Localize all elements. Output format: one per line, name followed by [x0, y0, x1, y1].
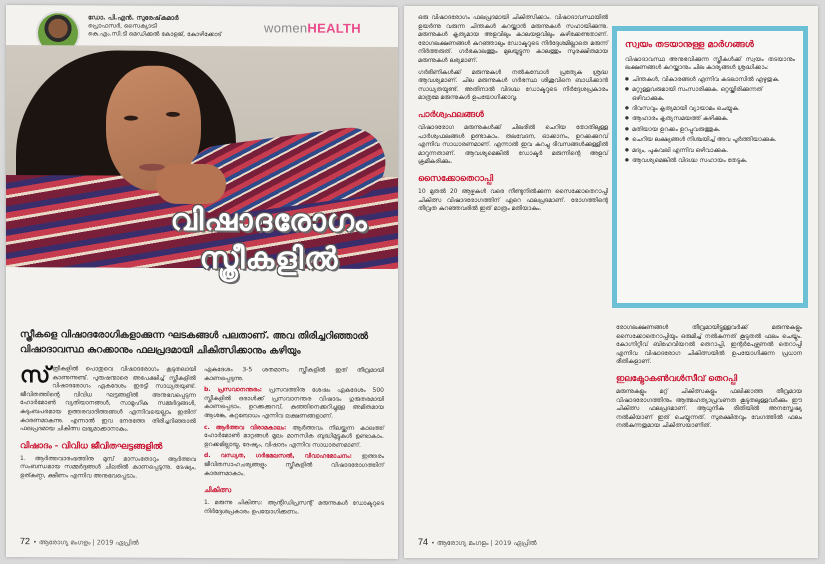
article-title	[151, 202, 387, 279]
self-help-intro: വിഷാദാവസ്ഥ അനുഭവിക്കുന്ന സ്ത്രീകൾക്ക് സ്വയം തടയാനും ലക്ഷണങ്ങൾ കുറയ്ക്കാനും ചില കാര്യങ്ങൾ ശ്രദ്ധിക്കാം:	[625, 56, 795, 72]
list-item: ● ദിവസവും കൃത്യമായി വ്യായാമം ചെയ്യുക.	[625, 105, 795, 113]
subheading-side-effects: പാർശ്വഫലങ്ങൾ	[418, 109, 484, 120]
point-menopause: c. ആർത്തവ വിരാമകാലം:	[204, 423, 287, 432]
author-name: ഡോ. പി.എൻ. സുരേഷ്‌കുമാർ	[88, 13, 179, 22]
ect-text: മരുന്നുകളും മറ്റ് ചികിത്സകളും ഫലിക്കാത്ത തീവ്രമായ വിഷാദരോഗത്തിനും ആത്മഹത്യാപ്രവണത കൂടുതലുള്ളവർക്കും ഈ ചികിത്സ ഫലപ്രദമാണ്. ആധുനിക രീതിയിൽ അനസ്തേഷ്യ നൽകിയാണ് ഇത് ചെയ്യുന്നത്. സുരക്ഷിതവും വേഗത്തിൽ ഫലം നൽകുന്നതുമായ ചികിത്സയാണിത്.	[616, 387, 802, 430]
point-postpartum: b. പ്രസവാനന്തരം:	[204, 386, 263, 394]
page-number: 72	[20, 536, 31, 547]
life-stages-text: 1. ആർത്തവാരംഭത്തിനു മുമ്പ് മാസംതോറും ആർത്തവ സംബന്ധമായ സമ്മർദ്ദങ്ങൾ ചിലരിൽ കാണപ്പെടുന്നു. ദേഷ്യം, ഉത്കണ്ഠ, ക്ഷീണം എന്നിവ അനുഭവപ്പെടാം.	[20, 454, 196, 480]
list-item: ● ചിന്തകൾ, വികാരങ്ങൾ എന്നിവ കടലാസിൽ എഴുതുക.	[625, 76, 795, 84]
right-page	[404, 6, 818, 558]
page-footer: 74 • ആരോഗ്യ മംഗളം | 2019 ഏപ്രിൽ	[418, 537, 537, 547]
intro-paragraph: ത്രീകളിൽ പൊതുവെ വിഷാദരോഗം കൂടുതലായി കാണുന്നുണ്ട്. പുരുഷന്മാരെ അപേക്ഷിച്ച് സ്ത്രീകളിൽ വിഷാദരോഗം ഏകദേശം ഇരട്ടി സാധ്യതയുണ്ട്. ജീവിതത്തിന്റെ വിവിധ ഘട്ടങ്ങളിൽ അനുഭവപ്പെടുന്ന ഹോർമോൺ വ്യതിയാനങ്ങൾ, സാമൂഹിക സമ്മർദ്ദങ്ങൾ, കുടുംബപരമായ ഉത്തരവാദിത്തങ്ങൾ എന്നിവയെല്ലാം ഇതിന് കാരണമാകുന്നു. എന്നാൽ ഇവ നേരത്തേ തിരിച്ചറിഞ്ഞാൽ ഫലപ്രദമായ ചികിത്സ ലഭ്യമാക്കാനാകും.	[20, 365, 196, 433]
psychotherapy-text: 10 മുതൽ 20 ആഴ്ചകൾ വരെ നീണ്ടുനിൽക്കുന്ന സൈക്കോതെറാപ്പി ചികിത്സ വിഷാദരോഗത്തിന് ഏറെ ഫലപ്രദമാണ്. രോഗത്തിന്റെ തീവ്രത കുറഞ്ഞവരിൽ ഇത് മാത്രം മതിയാകും.	[418, 187, 608, 213]
list-item: ● മറ്റുള്ളവരുമായി സംസാരിക്കുക. ഒറ്റയ്ക്കിരിക്കുന്നത് ഒഴിവാക്കുക.	[625, 86, 795, 103]
title-line-2: സ്ത്രീകളിൽ	[199, 240, 339, 277]
paragraph: ഗർഭിണികൾക്ക് മരുന്നുകൾ നൽകുമ്പോൾ പ്രത്യേക ശ്രദ്ധ ആവശ്യമാണ്. ചില മരുന്നുകൾ ഗർഭസ്ഥ ശിശുവിനെ ബാധിക്കാൻ സാധ്യതയുണ്ട്. അതിനാൽ വിദഗ്ദ്ധ ഡോക്ടറുടെ നിർദ്ദേശപ്രകാരം മാത്രമേ മരുന്നുകൾ ഉപയോഗിക്കാവൂ.	[418, 68, 608, 102]
self-help-box	[612, 26, 808, 308]
page-header	[6, 5, 398, 51]
left-column-1	[20, 362, 196, 481]
section-tag: womenHEALTH	[264, 20, 361, 36]
right-column-2	[616, 324, 802, 431]
list-item: ● ചെറിയ ലക്ഷ്യങ്ങൾ നിശ്ചയിച്ച് അവ പൂർത്തിയാക്കുക.	[625, 136, 795, 144]
list-item: ● മതിയായ ഉറക്കം ഉറപ്പുവരുത്തുക.	[625, 126, 795, 134]
dropcap: സ്	[20, 362, 51, 389]
subheading-treatment: ചികിത്സ	[204, 486, 232, 495]
left-column-2: ഏകദേശം 3-5 ശതമാനം സ്ത്രീകളിൽ ഇത് തീവ്രമായി കാണപ്പെടുന്നു. b. പ്രസവാനന്തരം: പ്രസവത്തിനു ശേഷം ഏകദേശം 500 സ്ത്രീകളിൽ ഒരാൾക്ക് പ്രസവാനന്തര വിഷാദം ഗുരുതരമായി കാണപ്പെടാം. ഉറക്കക്കുറവ്, കുഞ്ഞിനെക്കുറിച്ചുള്ള അമിതമായ ആശങ്ക, കുറ്റബോധം എന്നിവ ലക്ഷണങ്ങളാണ്. c. ആർത്തവ വിരാമകാലം: ആർത്തവം നിലയ്ക്കുന്ന കാലത്ത് ഹോർമോൺ മാറ്റങ്ങൾ മൂലം മാനസിക ബുദ്ധിമുട്ടുകൾ ഉണ്ടാകാം. ഉറക്കമില്ലായ്മ, ദേഷ്യം, വിഷാദം എന്നിവ സാധാരണമാണ്. d. വന്ധ്യത, ഗർഭമലസൽ, വിവാഹമോചനം: ഇത്തരം ജീവിതസാഹചര്യങ്ങളും സ്ത്രീകളിൽ വിഷാദരോഗത്തിന് കാരണമാകാം. ചികിത്സ 1. മരുന്നു ചികിത്സ: ആന്റിഡിപ്രസന്റ് മരുന്നുകൾ ഡോക്ടറുടെ നിർദ്ദേശപ്രകാരം ഉപയോഗിക്കണം.	[204, 366, 384, 517]
left-page	[6, 5, 398, 559]
subheading-life-stages: വിഷാദം - വിവിധ ജീവിതഘട്ടങ്ങളിൽ	[20, 440, 163, 452]
right-column-1	[418, 14, 608, 214]
paragraph: ഏകദേശം 3-5 ശതമാനം സ്ത്രീകളിൽ ഇത് തീവ്രമായി കാണപ്പെടുന്നു.	[204, 366, 384, 382]
self-help-title: സ്വയം തടയാനുള്ള മാർഗങ്ങൾ	[625, 40, 754, 50]
title-line-1: വിഷാദരോഗം	[170, 202, 368, 239]
subheading-ect: ഇലക്ട്രോകൺവൾസീവ് തെറപ്പി	[616, 373, 738, 384]
page-number: 74	[418, 537, 429, 547]
list-item: ● ആഹാരം കൃത്യസമയത്ത് കഴിക്കുക.	[625, 115, 795, 123]
list-item: ● ആവശ്യമെങ്കിൽ വിദഗ്ദ്ധ സഹായം തേടുക.	[625, 157, 795, 165]
side-effects-text: വിഷാദരോഗ മരുന്നുകൾക്ക് ചിലരിൽ ചെറിയ തോതിലുള്ള പാർശ്വഫലങ്ങൾ ഉണ്ടാകാം. തലവേദന, ഓക്കാനം, ഉറക്കക്കുറവ് എന്നിവ സാധാരണമാണ്. എന്നാൽ ഇവ കുറച്ചു ദിവസങ്ങൾക്കുള്ളിൽ മാറുന്നതാണ്. ആവശ്യമെങ്കിൽ ഡോക്ടർ മരുന്നിന്റെ അളവ് ക്രമീകരിക്കും.	[418, 123, 608, 166]
self-help-list	[625, 76, 795, 166]
paragraph: ഒരു വിഷാദരോഗം ഫലപ്രദമായി ചികിത്സിക്കാം. വിഷാദാവസ്ഥയിൽ ഉയർന്നു വരുന്ന ചിന്തകൾ കുറയ്ക്കാൻ മരുന്നുകൾ സഹായിക്കുന്നു. മരുന്നുകൾ കൃത്യമായ അളവിലും കാലയളവിലും കഴിക്കേണ്ടതാണ്. രോഗലക്ഷണങ്ങൾ കുറഞ്ഞാലും ഡോക്ടറുടെ നിർദ്ദേശമില്ലാതെ മരുന്ന് നിർത്തരുത്. ഗർഭകാലത്തും മുലയൂട്ടുന്ന കാലത്തും സുരക്ഷിതമായ മരുന്നുകൾ ലഭ്യമാണ്.	[418, 14, 608, 64]
page-footer: 72 • ആരോഗ്യ മംഗളം | 2019 ഏപ്രിൽ	[20, 536, 139, 547]
treatment-text: 1. മരുന്നു ചികിത്സ: ആന്റിഡിപ്രസന്റ് മരുന്നുകൾ ഡോക്ടറുടെ നിർദ്ദേശപ്രകാരം ഉപയോഗിക്കണം.	[204, 499, 384, 516]
subheading-psychotherapy: സൈക്കോതെറാപ്പി	[418, 173, 494, 184]
point-life-events: d. വന്ധ്യത, ഗർഭമലസൽ, വിവാഹമോചനം:	[204, 452, 352, 461]
paragraph: രോഗലക്ഷണങ്ങൾ തീവ്രമായിട്ടുള്ളവർക്ക് മരുന്നുകളും സൈക്കോതെറാപ്പിയും ഒരുമിച്ച് നൽകുന്നത് കൂടുതൽ ഫലം ചെയ്യും. കോഗ്നിറ്റീവ് ബിഹേവിയറൽ തെറാപ്പി, ഇന്റർപേഴ്സണൽ തെറാപ്പി എന്നിവ വിഷാദരോഗ ചികിത്സയിൽ ഉപയോഗിക്കുന്ന പ്രധാന രീതികളാണ്.	[616, 324, 802, 366]
list-item: ● മദ്യം, പുകവലി എന്നിവ ഒഴിവാക്കുക.	[625, 147, 795, 155]
author-affiliation: കെ.എം.സി.ടി മെഡിക്കൽ കോളജ്, കോഴിക്കോട്	[88, 30, 222, 39]
article-lead: സ്ത്രീകളെ വിഷാദരോഗികളാക്കുന്ന ഘടകങ്ങൾ പലതാണ്. അവ തിരിച്ചറിഞ്ഞാൽ വിഷാദാവസ്ഥ കുറക്കാനും ഫലപ്രദമായി ചികിത്സിക്കാനും കഴിയും	[20, 329, 369, 357]
author-title: പ്രൊഫസർ, സൈക്യാട്രി	[88, 22, 157, 30]
